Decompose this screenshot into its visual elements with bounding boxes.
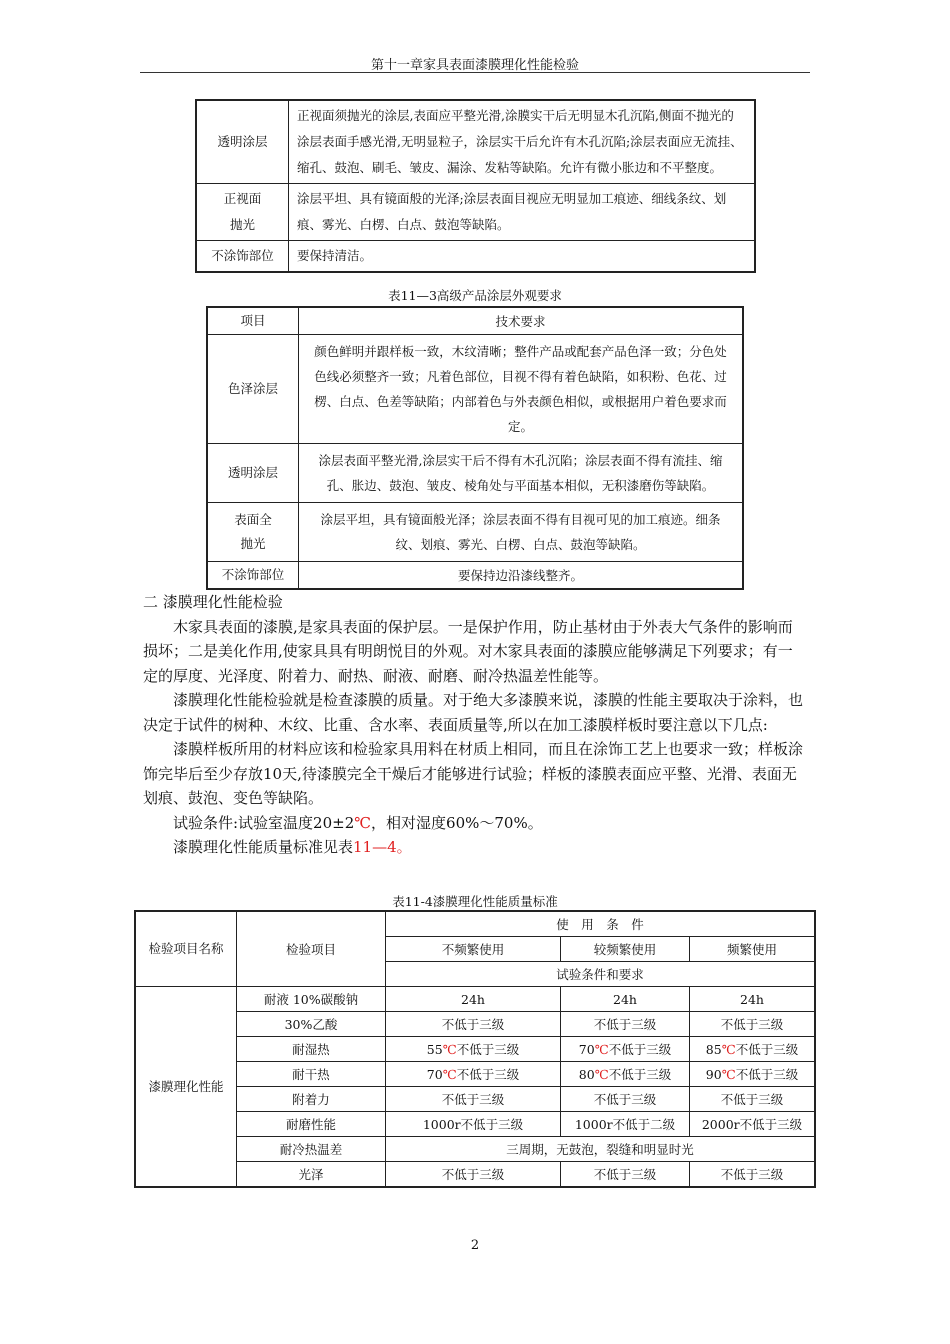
cell — [690, 1037, 816, 1062]
cell: 不低于三级 — [690, 1012, 816, 1037]
column-header-item: 检验项目 — [237, 911, 386, 987]
row-key — [207, 503, 299, 562]
row-value: 颜色鲜明并跟样板一致，木纹清晰；整件产品或配套产品色泽一致；分色处色线必须整齐一致；凡着色部位，目视不得有着色缺陷，如积粉、色花、过楞、白点、色差等缺陷；内部着色与外表颜色相似，或根据用户着色要求而定。 — [299, 335, 744, 444]
column-header-c1: 不频繁使用 — [386, 937, 561, 962]
column-header-requirements: 试验条件和要求 — [386, 962, 816, 987]
celsius-unit: ℃ — [721, 1067, 736, 1082]
cell: 不低于三级 — [561, 1012, 690, 1037]
table-reference-link: 11—4。 — [353, 838, 412, 856]
cell: 1000r不低于二级 — [561, 1112, 690, 1137]
grade: 不低于三级 — [608, 1067, 672, 1082]
table-row — [135, 1112, 815, 1137]
cell: 不低于三级 — [561, 1162, 690, 1188]
celsius-unit: ℃ — [442, 1042, 457, 1057]
celsius-unit: ℃ — [594, 1042, 609, 1057]
cell: 不低于三级 — [690, 1162, 816, 1188]
cell: 1000r不低于三级 — [386, 1112, 561, 1137]
grade: 不低于三级 — [735, 1042, 799, 1057]
table-header-row — [135, 911, 815, 937]
cell — [386, 1062, 561, 1087]
cell: 不低于三级 — [386, 1087, 561, 1112]
celsius-unit: ℃ — [354, 813, 372, 832]
cell — [561, 1062, 690, 1087]
cell: 不低于三级 — [690, 1087, 816, 1112]
row-key-line: 抛光 — [240, 536, 266, 551]
table-row — [196, 184, 755, 241]
table2-caption: 表11—3高级产品涂层外观要求 — [388, 288, 562, 303]
page-header: 第十一章家具表面漆膜理化性能检验 — [370, 58, 579, 73]
column-header-usage: 使 用 条 件 — [386, 911, 816, 937]
column-header-name: 检验项目名称 — [135, 911, 237, 987]
header-rule — [140, 72, 810, 73]
table-physicochemical-standards — [134, 910, 816, 1188]
celsius-unit: ℃ — [594, 1067, 609, 1082]
row-item: 耐磨性能 — [237, 1112, 386, 1137]
table-row — [207, 562, 743, 590]
cell: 24h — [690, 987, 816, 1012]
temperature: 80 — [578, 1067, 595, 1082]
row-key-line: 抛光 — [229, 217, 255, 232]
row-value: 正视面须抛光的涂层,表面应平整光滑,涂膜实干后无明显木孔沉陷,侧面不抛光的涂层表面手感光滑,无明显粒子，涂层实干后允许有木孔沉陷;涂层表面应无流挂、缩孔、鼓泡、刷毛、皱皮、漏涂、发粘等缺陷。允许有微小胀边和不平整度。 — [289, 100, 756, 184]
row-item: 耐液 10%碳酸钠 — [237, 987, 386, 1012]
row-value: 涂层表面平整光滑,涂层实干后不得有木孔沉陷；涂层表面不得有流挂、缩孔、胀边、鼓泡、皱皮、棱角处与平面基本相似，无积漆磨伤等缺陷。 — [299, 444, 744, 503]
row-value: 涂层平坦，具有镜面般光泽；涂层表面不得有目视可见的加工痕迹。细条纹、划痕、雾光、白楞、白点、鼓泡等缺陷。 — [299, 503, 744, 562]
table-row — [135, 1137, 815, 1162]
cell: 三周期，无鼓泡，裂缝和明显时光 — [386, 1137, 816, 1162]
grade: 不低于三级 — [735, 1067, 799, 1082]
grade: 不低于三级 — [456, 1067, 520, 1082]
cell: 不低于三级 — [386, 1162, 561, 1188]
cell: 不低于三级 — [386, 1012, 561, 1037]
row-value: 涂层平坦、具有镜面般的光泽;涂层表面目视应无明显加工痕迹、细线条纹、划痕、雾光、白楞、白点、鼓泡等缺陷。 — [289, 184, 756, 241]
table-premium-finish-requirements — [206, 306, 744, 590]
row-key: 透明涂层 — [196, 100, 289, 184]
table-row — [207, 444, 743, 503]
column-header-c2: 较频繁使用 — [561, 937, 690, 962]
cell: 2000r不低于三级 — [690, 1112, 816, 1137]
table-row — [135, 1087, 815, 1112]
celsius-unit: ℃ — [721, 1042, 736, 1057]
paragraph: 漆膜样板所用的材料应该和检验家具用料在材质上相同，而且在涂饰工艺上也要求一致；样板涂饰完毕后至少存放10天,待漆膜完全干燥后才能够进行试验；样板的漆膜表面应平整、光滑、表面无划痕、鼓泡、变色等缺陷。 — [143, 740, 804, 807]
table-row — [135, 1037, 815, 1062]
column-header-req: 技术要求 — [299, 307, 744, 335]
table-header-row — [207, 307, 743, 335]
table-row — [135, 1162, 815, 1188]
grade: 不低于三级 — [608, 1042, 672, 1057]
table-row — [135, 987, 815, 1012]
celsius-unit: ℃ — [442, 1067, 457, 1082]
table-row — [196, 100, 755, 184]
row-key: 不涂饰部位 — [196, 241, 289, 273]
row-item: 耐冷热温差 — [237, 1137, 386, 1162]
row-key: 不涂饰部位 — [207, 562, 299, 590]
row-item: 光泽 — [237, 1162, 386, 1188]
table-row — [196, 241, 755, 273]
page-number: 2 — [470, 1238, 480, 1253]
cell — [690, 1062, 816, 1087]
temperature: 70 — [578, 1042, 595, 1057]
row-value: 要保持清洁。 — [289, 241, 756, 273]
row-item: 耐湿热 — [237, 1037, 386, 1062]
cell: 不低于三级 — [561, 1087, 690, 1112]
row-key-line: 表面全 — [234, 512, 272, 527]
group-label: 漆膜理化性能 — [135, 987, 237, 1188]
test-conditions-text: ，相对湿度60%～70%。 — [371, 813, 543, 832]
table-row — [135, 1012, 815, 1037]
test-conditions-text: 试验条件:试验室温度20±2 — [173, 813, 355, 832]
paragraph: 木家具表面的漆膜,是家具表面的保护层。一是保护作用，防止基材由于外表大气条件的影响而损坏；二是美化作用,使家具具有明朗悦目的外观。对木家具表面的漆膜应能够满足下列要求；有一定的厚度、光泽度、附着力、耐热、耐液、耐磨、耐冷热温差性能等。 — [143, 617, 793, 685]
row-key — [196, 184, 289, 241]
column-header-item: 项目 — [207, 307, 299, 335]
paragraph: 漆膜理化性能检验就是检查漆膜的质量。对于绝大多漆膜来说，漆膜的性能主要取决于涂料，也决定于试件的树种、木纹、比重、含水率、表面质量等,所以在加工漆膜样板时要注意以下几点: — [143, 691, 804, 734]
row-value: 要保持边沿漆线整齐。 — [299, 562, 744, 590]
paragraph — [143, 835, 807, 860]
row-key: 透明涂层 — [207, 444, 299, 503]
table-row — [207, 503, 743, 562]
row-key-line: 正视面 — [223, 191, 262, 206]
table3-caption: 表11-4漆膜理化性能质量标准 — [392, 894, 558, 909]
table-finish-requirements-cont — [195, 99, 756, 273]
paragraph — [143, 811, 807, 836]
table-row — [135, 1062, 815, 1087]
cell — [386, 1037, 561, 1062]
row-item: 耐干热 — [237, 1062, 386, 1087]
cell: 24h — [561, 987, 690, 1012]
column-header-c3: 频繁使用 — [690, 937, 816, 962]
temperature: 70 — [426, 1067, 443, 1082]
table-row — [207, 335, 743, 444]
row-key: 色泽涂层 — [207, 335, 299, 444]
section-body — [143, 590, 807, 860]
section-heading: 二 漆膜理化性能检验 — [143, 593, 283, 611]
temperature: 85 — [705, 1042, 722, 1057]
temperature: 55 — [426, 1042, 443, 1057]
cell: 24h — [386, 987, 561, 1012]
standard-reference-text: 漆膜理化性能质量标准见表 — [173, 838, 354, 856]
row-item: 附着力 — [237, 1087, 386, 1112]
grade: 不低于三级 — [456, 1042, 520, 1057]
cell — [561, 1037, 690, 1062]
row-item: 30%乙酸 — [237, 1012, 386, 1037]
temperature: 90 — [705, 1067, 722, 1082]
